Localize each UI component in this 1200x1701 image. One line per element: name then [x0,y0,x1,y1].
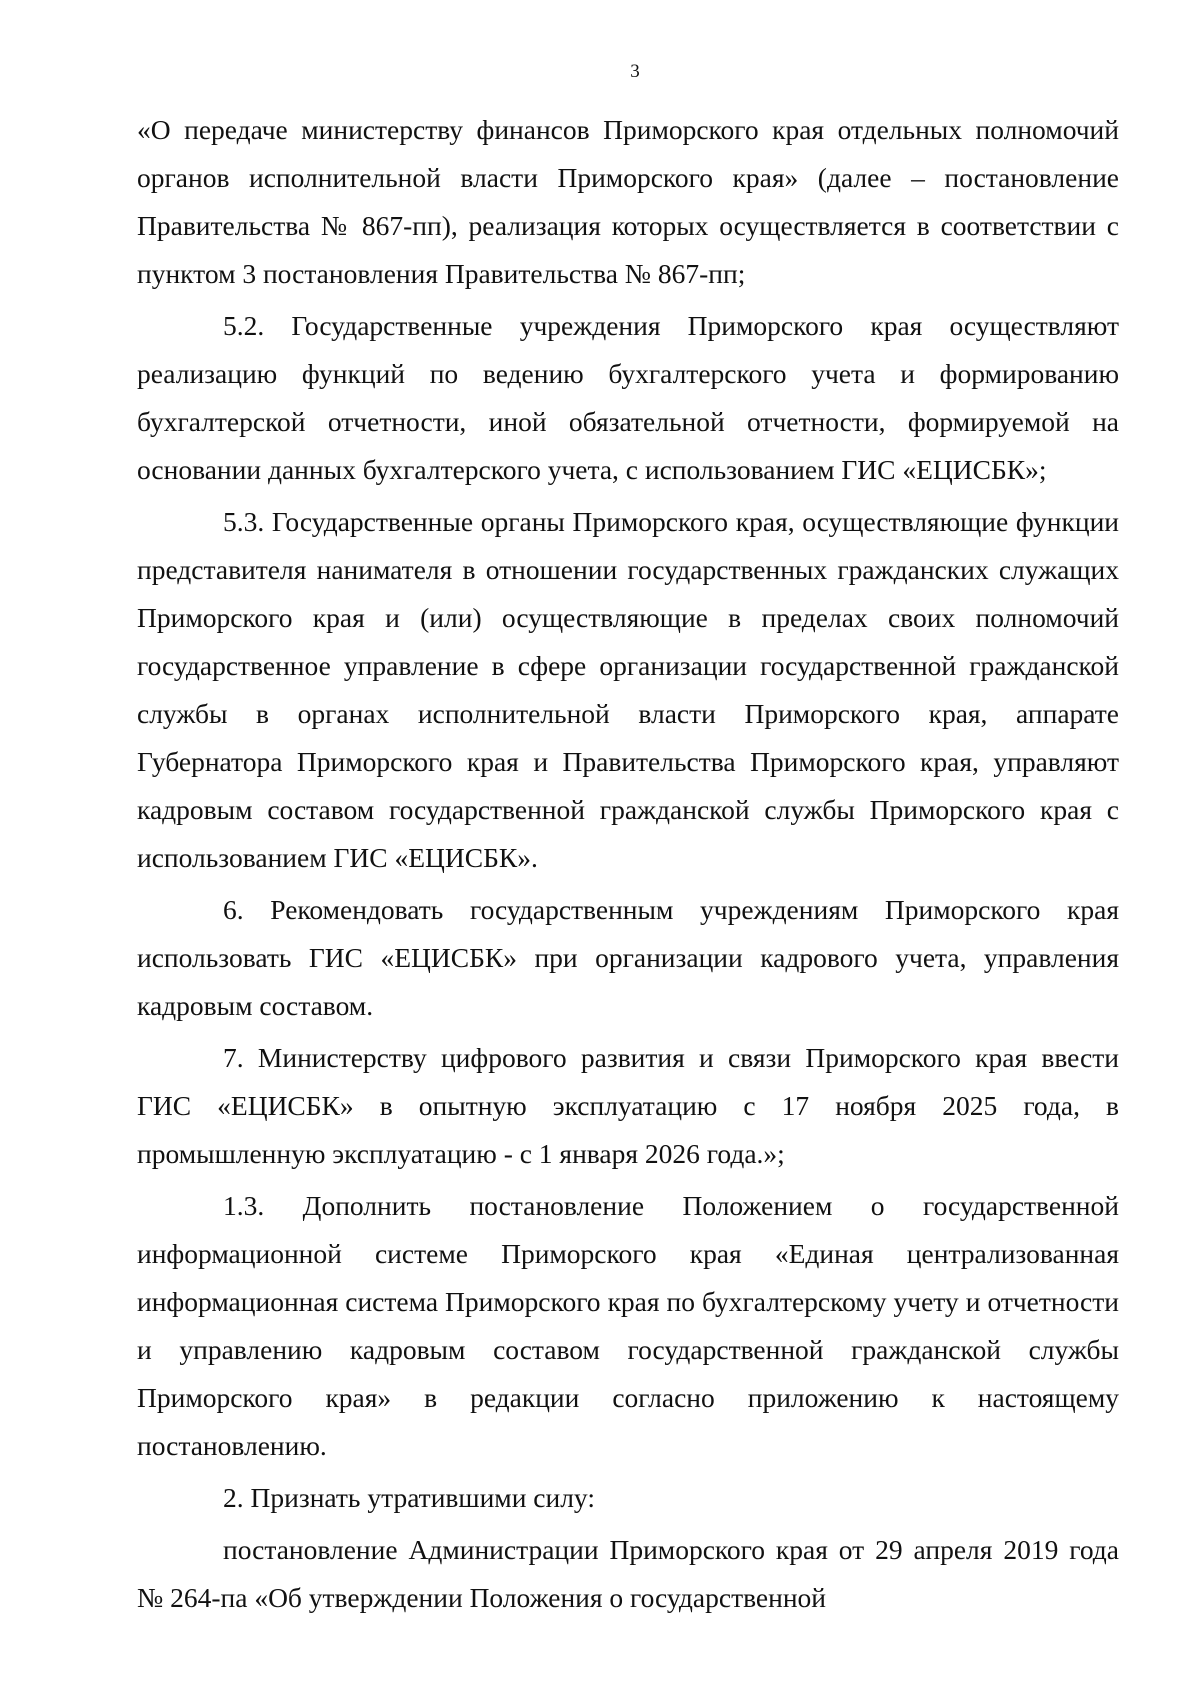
paragraph-repeal-item: постановление Администрации Приморского края от 29 апреля 2019 года № 264-па «Об утверждении Положения о государственной [137,1534,1119,1613]
paragraph-7: 7. Министерству цифрового развития и связи Приморского края ввести ГИС «ЕЦИСБК» в опытную эксплуатацию с 17 ноября 2025 года, в промышленную эксплуатацию - с 1 января 2026 года.»; [137,1042,1119,1169]
paragraph-continuation: «О передаче министерству финансов Приморского края отдельных полномочий органов исполнительной власти Приморского края» (далее – постановление Правительства № 867-пп), реализация которых осуществляется в соответствии с пунктом 3 постановления Правительства № 867-пп; [137,114,1119,289]
paragraph-1-3: 1.3. Дополнить постановление Положением о государственной информационной системе Приморского края «Единая централизованная информационная система Приморского края по бухгалтерскому учету и отчетности и управлению кадровым составом государственной гражданской службы Приморского края» в редакции согласно приложению к настоящему постановлению. [137,1190,1119,1461]
paragraph-6: 6. Рекомендовать государственным учреждениям Приморского края использовать ГИС «ЕЦИСБК» при организации кадрового учета, управления кадровым составом. [137,894,1119,1021]
paragraph-5-3: 5.3. Государственные органы Приморского края, осуществляющие функции представителя нанимателя в отношении государственных гражданских служащих Приморского края и (или) осуществляющие в пределах своих полномочий государственное управление в сфере организации государственной гражданской службы в органах исполнительной власти Приморского края, аппарате Губернатора Приморского края и Правительства Приморского края, управляют кадровым составом государственной гражданской службы Приморского края с использованием ГИС «ЕЦИСБК». [137,506,1119,873]
paragraph-2: 2. Признать утратившими силу: [223,1482,595,1513]
page-number: 3 [630,61,640,82]
document-body [137,106,1119,1622]
paragraph-5-2: 5.2. Государственные учреждения Приморского края осуществляют реализацию функций по ведению бухгалтерского учета и формированию бухгалтерской отчетности, иной обязательной отчетности, формируемой на основании данных бухгалтерского учета, с использованием ГИС «ЕЦИСБК»; [137,310,1119,485]
